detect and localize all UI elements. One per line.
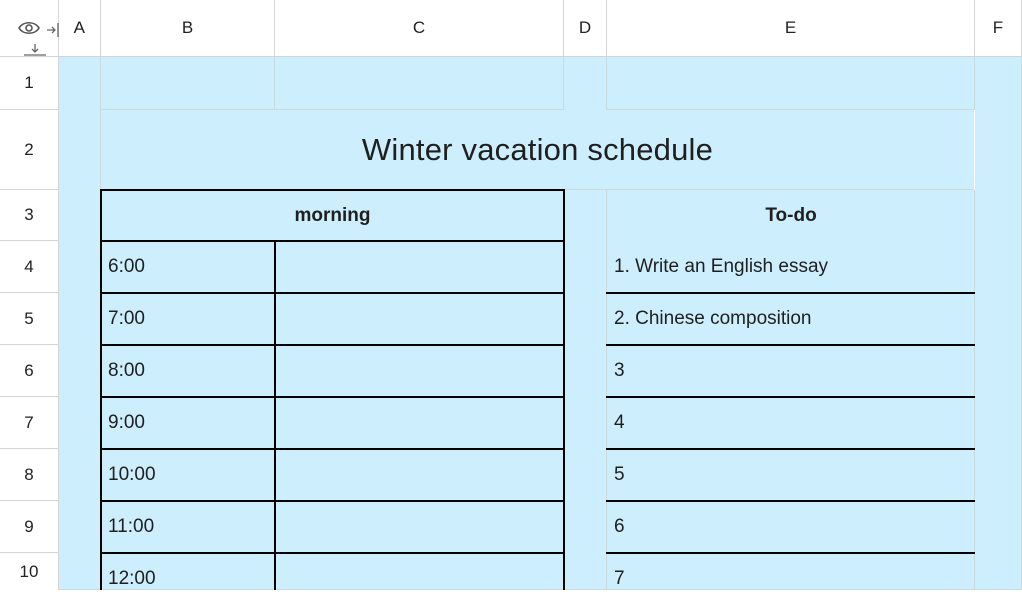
- sheet-title: Winter vacation schedule: [361, 132, 714, 167]
- todo-header: To-do: [765, 204, 817, 226]
- border-line: [100, 552, 565, 554]
- border-line: [100, 189, 102, 590]
- column-header-e[interactable]: E: [607, 0, 975, 57]
- todo-item[interactable]: 4: [614, 412, 625, 433]
- row-header-7[interactable]: 7: [0, 397, 59, 449]
- sheet-corner: [0, 0, 59, 57]
- row-header-1[interactable]: 1: [0, 57, 59, 110]
- morning-time-cell[interactable]: 11:00: [108, 516, 155, 537]
- eye-icon[interactable]: [18, 20, 40, 41]
- morning-time-cell[interactable]: 9:00: [108, 412, 145, 433]
- border-line: [100, 396, 565, 398]
- border-line: [100, 292, 565, 294]
- morning-header: morning: [294, 204, 371, 226]
- border-line: [606, 344, 975, 346]
- column-header-d[interactable]: D: [564, 0, 607, 57]
- column-header-a[interactable]: A: [59, 0, 101, 57]
- todo-item[interactable]: 2. Chinese composition: [614, 308, 812, 329]
- column-header-b[interactable]: B: [101, 0, 275, 57]
- border-line: [100, 500, 565, 502]
- cell-e1[interactable]: [607, 57, 975, 110]
- border-line: [606, 500, 975, 502]
- todo-item[interactable]: 7: [614, 568, 625, 589]
- row-header-3[interactable]: 3: [0, 190, 59, 241]
- todo-item[interactable]: 5: [614, 464, 625, 485]
- todo-item[interactable]: 1. Write an English essay: [614, 256, 829, 277]
- border-line: [563, 189, 565, 590]
- row-header-10[interactable]: 10: [0, 553, 59, 590]
- row-header-5[interactable]: 5: [0, 293, 59, 345]
- column-a-cells[interactable]: [59, 57, 101, 590]
- border-line: [606, 396, 975, 398]
- column-header-c[interactable]: C: [275, 0, 564, 57]
- morning-time-cell[interactable]: 6:00: [108, 256, 145, 277]
- row-header-6[interactable]: 6: [0, 345, 59, 397]
- todo-item[interactable]: 3: [614, 360, 625, 381]
- todo-item[interactable]: 6: [614, 516, 625, 537]
- column-f-cells[interactable]: [975, 57, 1022, 590]
- border-line: [100, 344, 565, 346]
- border-line: [100, 189, 565, 191]
- border-line: [274, 240, 276, 590]
- morning-time-cell[interactable]: 8:00: [108, 360, 145, 381]
- row-header-2[interactable]: 2: [0, 110, 59, 190]
- border-line: [606, 292, 975, 294]
- border-line: [100, 240, 565, 242]
- border-line: [606, 448, 975, 450]
- column-header-f[interactable]: F: [975, 0, 1022, 57]
- morning-time-cell[interactable]: 12:00: [108, 568, 156, 589]
- morning-time-cell[interactable]: 10:00: [108, 464, 156, 485]
- row-header-4[interactable]: 4: [0, 241, 59, 293]
- morning-time-cell[interactable]: 7:00: [108, 308, 145, 329]
- border-line: [606, 552, 975, 554]
- cell-b1[interactable]: [101, 57, 275, 110]
- row-header-9[interactable]: 9: [0, 501, 59, 553]
- row-header-8[interactable]: 8: [0, 449, 59, 501]
- border-line: [100, 448, 565, 450]
- cell-c1[interactable]: [275, 57, 564, 110]
